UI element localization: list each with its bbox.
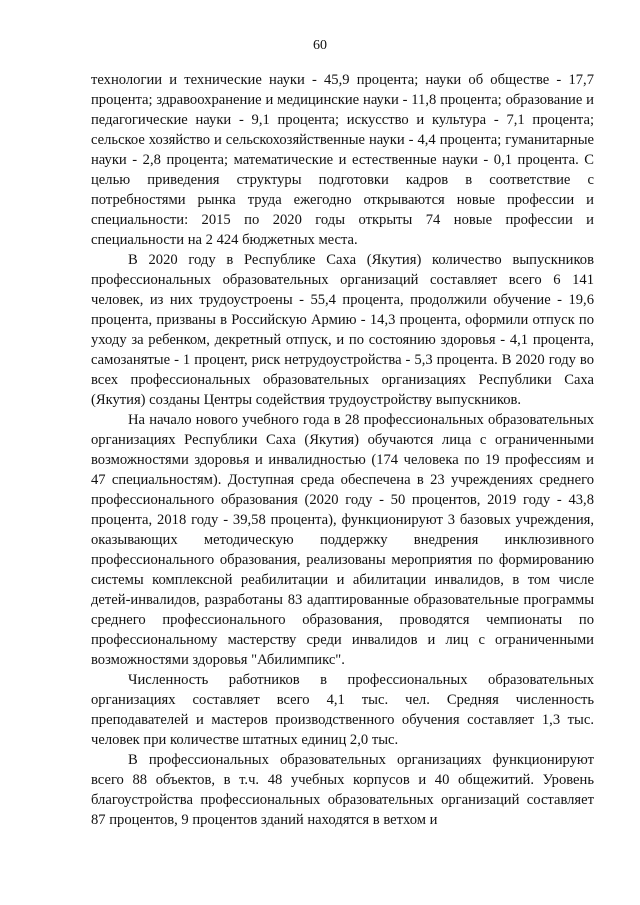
paragraph-1: технологии и технические науки - 45,9 процента; науки об обществе - 17,7 процента; здравоохранение и медицинские науки - 11,8 процента; образование и педагогические науки - 9,1 процента; искусство и культура - 7,1 процента; сельское хозяйство и сельскохозяйственные науки - 4,4 процента; гуманитарные науки - 2,8 процента; математические и естественные науки - 0,1 процента. С целью приведения структуры подготовки кадров в соответствие с потребностями рынка труда ежегодно открываются новые профессии и специальности: 2015 по 2020 годы открыты 74 новые профессии и специальности на 2 424 бюджетных места.	[91, 72, 594, 248]
paragraph-3: На начало нового учебного года в 28 профессиональных образовательных организациях Республики Саха (Якутия) обучаются лица с ограниченными возможностями здоровья и инвалидностью (174 человека по 19 профессиям и 47 специальностям). Доступная среда обеспечена в 23 учреждениях среднего профессионального образования (2020 году - 50 процентов, 2019 году - 43,8 процента, 2018 году - 39,58 процента), функционируют 3 базовых учреждения, оказывающих методическую поддержку внедрения инклюзивного профессионального образования, реализованы мероприятия по формированию системы комплексной реабилитации и абилитации инвалидов, в том числе детей-инвалидов, разработаны 83 адаптированные образовательные программы среднего профессионального образования, проводятся чемпионаты по профессиональному мастерству среди инвалидов и лиц с ограниченными возможностями здоровья "Абилимпикс".	[91, 412, 594, 668]
page-number: 60	[313, 38, 327, 53]
paragraph-2: В 2020 году в Республике Саха (Якутия) количество выпускников профессиональных образовательных организаций составляет всего 6 141 человек, из них трудоустроены - 55,4 процента, продолжили обучение - 19,6 процента, призваны в Российскую Армию - 14,3 процента, оформили отпуск по уходу за ребенком, декретный отпуск, и по состоянию здоровья - 4,1 процента, самозанятые - 1 процент, риск нетрудоустройства - 5,3 процента. В 2020 году во всех профессиональных образовательных организациях Республики Саха (Якутия) созданы Центры содействия трудоустройству выпускников.	[91, 252, 594, 408]
paragraph-4: Численность работников в профессиональных образовательных организациях составляет всего 4,1 тыс. чел. Средняя численность преподавателей и мастеров производственного обучения составляет 1,3 тыс. человек при количестве штатных единиц 2,0 тыс.	[91, 672, 594, 748]
paragraph-5: В профессиональных образовательных организациях функционируют всего 88 объектов, в т.ч. 48 учебных корпусов и 40 общежитий. Уровень благоустройства профессиональных образовательных организаций составляет 87 процентов, 9 процентов зданий находятся в ветхом и	[91, 752, 594, 828]
body-text	[91, 70, 594, 830]
